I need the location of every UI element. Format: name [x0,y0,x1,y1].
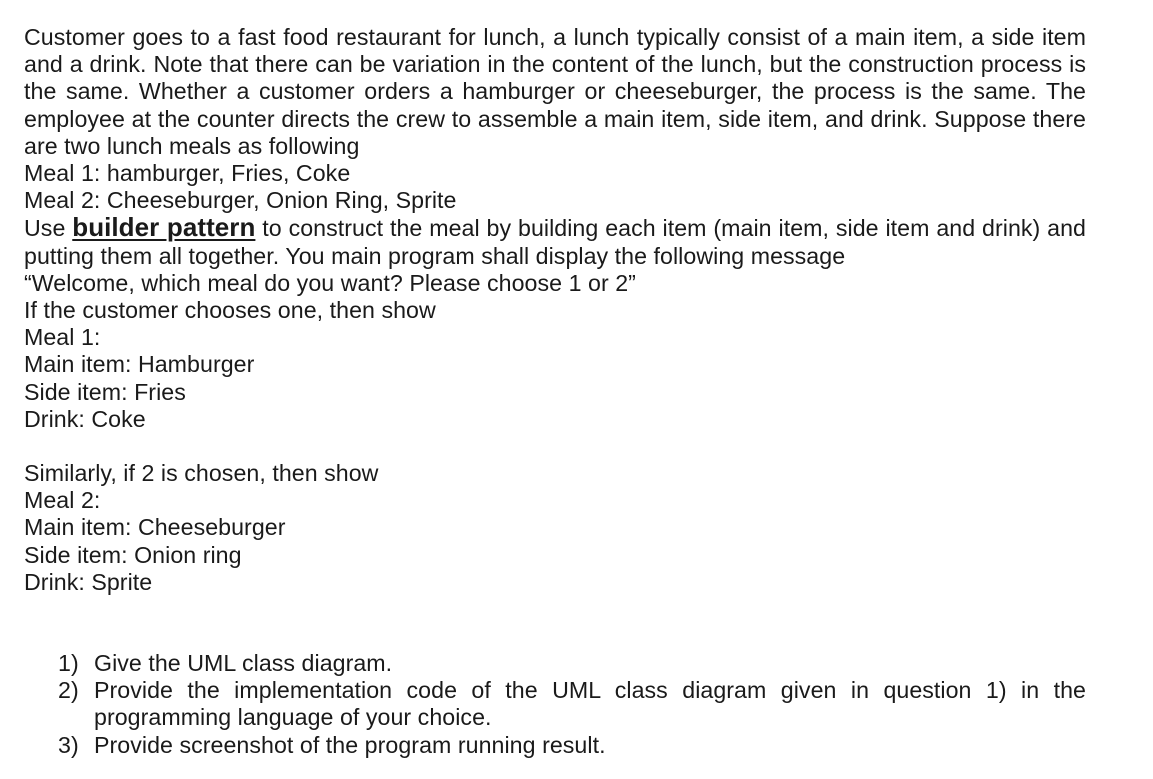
question-number: 3) [58,731,79,758]
question-text: Give the UML class diagram. [94,650,393,677]
choice-1-meal-heading: Meal 1: [24,324,101,351]
welcome-message: “Welcome, which meal do you want? Please choose 1 or 2” [24,269,636,296]
choice-2-drink: Drink: Sprite [24,568,153,595]
choice-1-drink: Drink: Coke [24,405,146,432]
choice-2-intro: Similarly, if 2 is chosen, then show [24,460,379,487]
choice-2-main-item: Main item: Cheeseburger [24,514,286,541]
choice-1-side-item: Side item: Fries [24,378,186,405]
question-number: 1) [58,650,79,677]
meal-1-description: Meal 1: hamburger, Fries, Coke [24,160,351,187]
question-3 [24,732,1086,759]
instruction-paragraph [24,214,1086,269]
spacer [24,433,1086,460]
choice-1-intro: If the customer chooses one, then show [24,297,436,324]
intro-paragraph: Customer goes to a fast food restaurant for lunch, a lunch typically consist of a main item, a side item and a drink. Note that there can be variation in the content of the lunch, but the construction process is the same. Whether a customer orders a hamburger or cheeseburger, the process is the same. The employee at the counter directs the crew to assemble a main item, side item, and drink. Suppose there are two lunch meals as following [24,24,1086,159]
instruction-prefix: Use [24,215,66,242]
question-text: Provide the implementation code of the UML class diagram given in question 1) in the programming language of your choice. [94,677,1086,731]
builder-pattern-emphasis: builder pattern [72,212,256,243]
question-1 [24,650,1086,677]
instruction-rest: to construct the meal by building each item (main item, side item and drink) and putting them all together. You main program shall display the following message [24,215,1087,269]
question-list [24,650,1086,759]
choice-2-side-item: Side item: Onion ring [24,541,242,568]
question-text: Provide screenshot of the program running result. [94,731,606,758]
question-number: 2) [58,677,79,704]
meal-2-description: Meal 2: Cheeseburger, Onion Ring, Sprite [24,187,457,214]
spacer [24,596,1086,650]
question-2 [24,677,1086,731]
choice-1-main-item: Main item: Hamburger [24,351,255,378]
choice-2-meal-heading: Meal 2: [24,487,101,514]
assignment-document [24,24,1086,759]
